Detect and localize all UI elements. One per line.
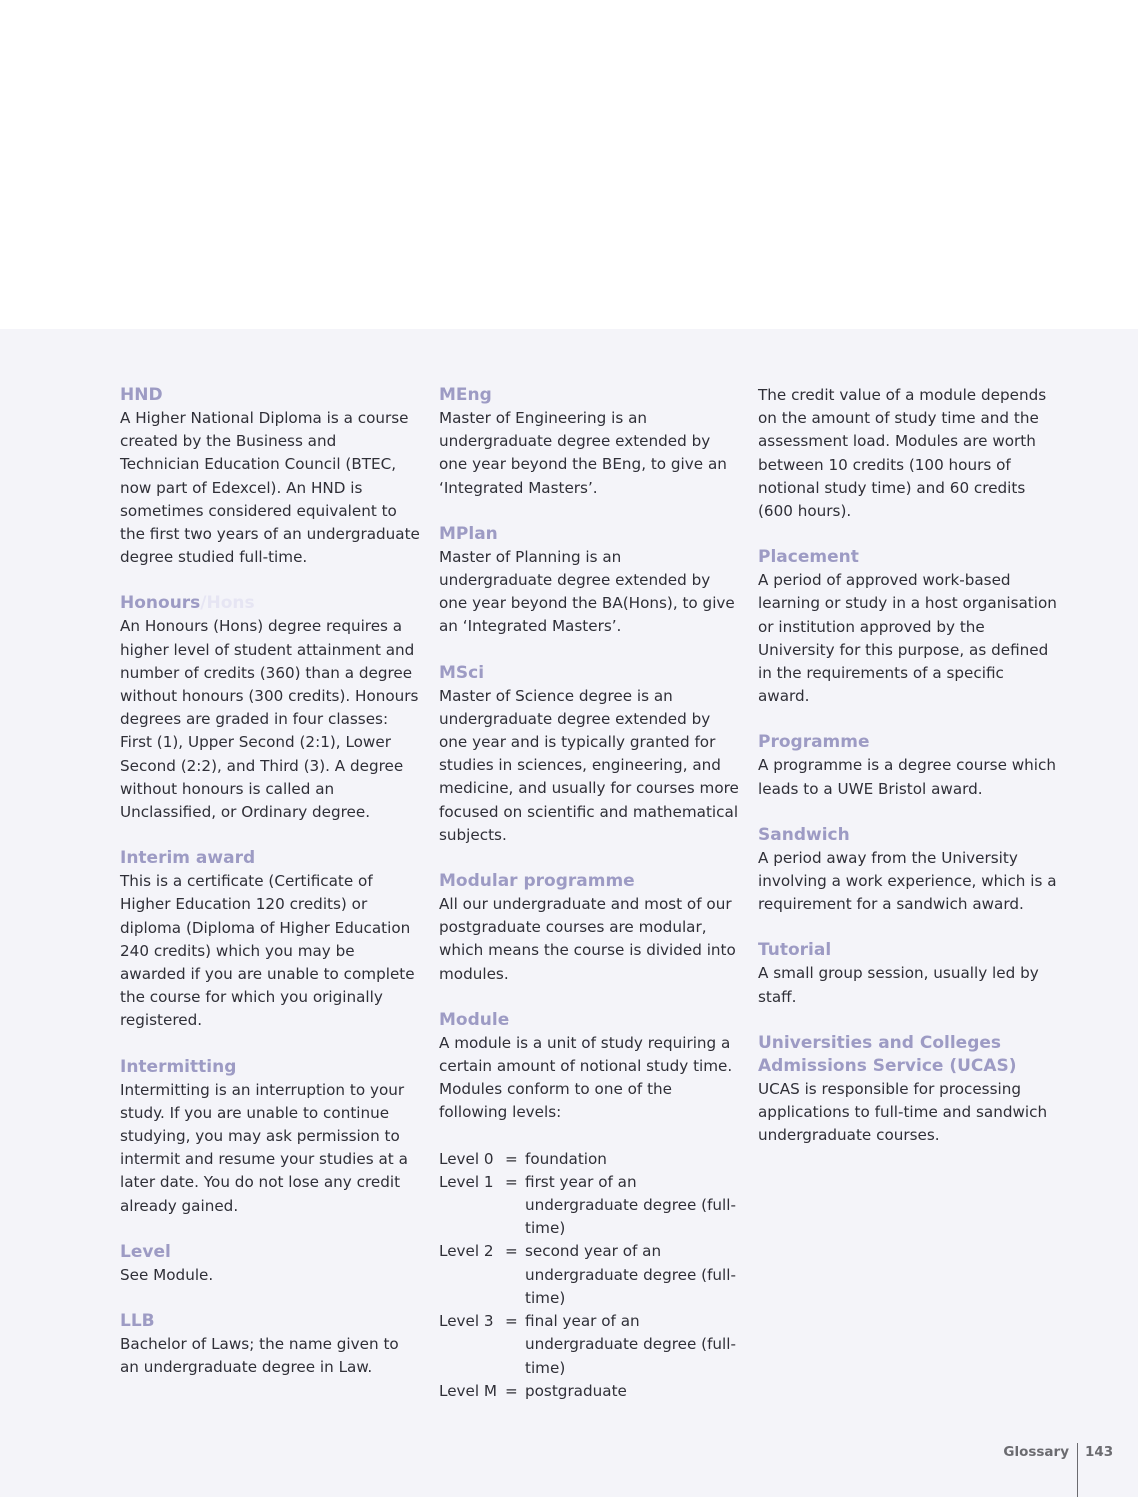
term-definition: All our undergraduate and most of our postgraduate courses are modular, which means the course is divided into modules.	[439, 895, 736, 983]
level-equals: =	[505, 1312, 518, 1331]
term-definition: A Higher National Diploma is a course created by the Business and Technician Education Council (BTEC, now part of Edexcel). An HND is sometimes considered equivalent to the first two years of an undergraduate degree studied full-time.	[120, 409, 420, 567]
level-equals: =	[505, 1172, 518, 1191]
level-equals: =	[505, 1381, 518, 1400]
term-heading: MPlan	[439, 523, 498, 544]
term-heading-faint: /Hons	[200, 593, 255, 614]
term-heading: HND	[120, 385, 163, 405]
term-definition: This is a certificate (Certificate of Higher Education 120 credits) or diploma (Diploma of Higher Education 240 credits) which you may be awarded if you are unable to complete the course for which you originally registered.	[120, 872, 415, 1030]
entry-intermitting	[120, 1056, 420, 1218]
entry-placement	[758, 546, 1058, 708]
entry-msci	[439, 662, 739, 847]
term-heading: Level	[120, 1241, 171, 1262]
term-definition: An Honours (Hons) degree requires a higher level of student attainment and number of credits (360) than a degree without honours (300 credits). Honours degrees are graded in four classes: First (1), Upper Second (2:1), Lower Second (2:2), and Third (3). A degree without honours is called an Unclassified, or Ordinary degree.	[120, 617, 419, 822]
term-definition: Bachelor of Laws; the name given to an undergraduate degree in Law.	[120, 1335, 399, 1377]
level-name: Level 0	[439, 1149, 494, 1168]
term-heading: Programme	[758, 732, 870, 753]
term-definition: A period of approved work-based learning or study in a host organisation or institution approved by the University for this purpose, as defined in the requirements of a specific award.	[758, 571, 1057, 706]
level-description: first year of an undergraduate degree (full-time)	[525, 1172, 736, 1238]
term-heading: MEng	[439, 385, 492, 405]
footer-section-label: Glossary	[1003, 1444, 1069, 1460]
footer-divider	[1077, 1443, 1078, 1497]
term-heading: Module	[439, 1009, 510, 1030]
level-description: postgraduate	[525, 1381, 627, 1400]
entry-sandwich	[758, 824, 1058, 917]
entry-ucas	[758, 1032, 1058, 1148]
term-definition: A small group session, usually led by staff.	[758, 964, 1039, 1006]
term-heading: MSci	[439, 662, 485, 683]
term-definition: Intermitting is an interruption to your study. If you are unable to continue studying, you may ask permission to intermit and resume your studies at a later date. You do not lose any credit already gained.	[120, 1080, 408, 1215]
level-description: foundation	[525, 1149, 607, 1168]
entry-level	[120, 1241, 420, 1287]
level-description: second year of an undergraduate degree (full-time)	[525, 1242, 736, 1307]
glossary-column-3	[758, 384, 1058, 1170]
entry-tutorial	[758, 939, 1058, 1008]
levels-table	[439, 1148, 739, 1403]
level-row	[439, 1240, 739, 1310]
term-heading: Universities and Colleges Admissions Service (UCAS)	[758, 1032, 1017, 1076]
term-heading-main: Honours	[120, 593, 201, 614]
term-heading: LLB	[120, 1311, 155, 1332]
term-definition: See Module.	[120, 1265, 214, 1284]
term-definition: A period away from the University involving a work experience, which is a requirement for a sandwich award.	[758, 848, 1057, 914]
entry-meng	[439, 384, 739, 500]
level-description: final year of an undergraduate degree (full-time)	[525, 1312, 736, 1377]
entry-module-continued	[758, 384, 1058, 523]
term-heading: Placement	[758, 547, 859, 568]
term-definition: Master of Planning is an undergraduate degree extended by one year beyond the BA(Hons), to give an ‘Integrated Masters’.	[439, 547, 735, 636]
term-definition: A programme is a degree course which leads to a UWE Bristol award.	[758, 756, 1056, 798]
glossary-column-2	[439, 384, 739, 1426]
level-equals: =	[505, 1149, 518, 1168]
term-heading: Intermitting	[120, 1056, 237, 1077]
entry-mplan	[439, 523, 739, 639]
level-row	[439, 1171, 739, 1241]
entry-module	[439, 1009, 739, 1403]
level-row	[439, 1310, 739, 1380]
term-heading	[120, 592, 420, 615]
module-credit-note: The credit value of a module depends on the amount of study time and the assessment load. Modules are worth between 10 credits (100 hours of notional study time) and 60 credits (600 hours).	[758, 386, 1047, 521]
term-heading: Interim award	[120, 848, 256, 869]
level-name: Level M	[439, 1381, 498, 1400]
level-name: Level 2	[439, 1242, 494, 1261]
entry-modular-programme	[439, 870, 739, 986]
blank-top-area	[0, 0, 1138, 329]
entry-llb	[120, 1310, 420, 1379]
term-heading: Sandwich	[758, 824, 850, 845]
level-name: Level 1	[439, 1172, 494, 1191]
entry-honours	[120, 592, 420, 824]
level-row	[439, 1148, 739, 1171]
page-number: 143	[1085, 1444, 1114, 1460]
term-definition: Master of Engineering is an undergraduate degree extended by one year beyond the BEng, to give an ‘Integrated Masters’.	[439, 409, 727, 497]
term-heading: Tutorial	[758, 940, 832, 961]
entry-programme	[758, 731, 1058, 800]
level-equals: =	[505, 1242, 518, 1261]
term-definition: A module is a unit of study requiring a certain amount of notional study time. Modules conform to one of the following levels:	[439, 1033, 733, 1122]
term-definition: UCAS is responsible for processing applications to full-time and sandwich undergraduate courses.	[758, 1079, 1048, 1145]
level-name: Level 3	[439, 1312, 494, 1331]
level-row	[439, 1380, 739, 1403]
glossary-column-1	[120, 384, 420, 1403]
term-definition: Master of Science degree is an undergraduate degree extended by one year and is typically granted for studies in sciences, engineering, and medicine, and usually for courses more focused on scientific and mathematical subjects.	[439, 686, 739, 844]
term-heading: Modular programme	[439, 871, 635, 892]
entry-hnd	[120, 384, 420, 569]
entry-interim-award	[120, 847, 420, 1032]
